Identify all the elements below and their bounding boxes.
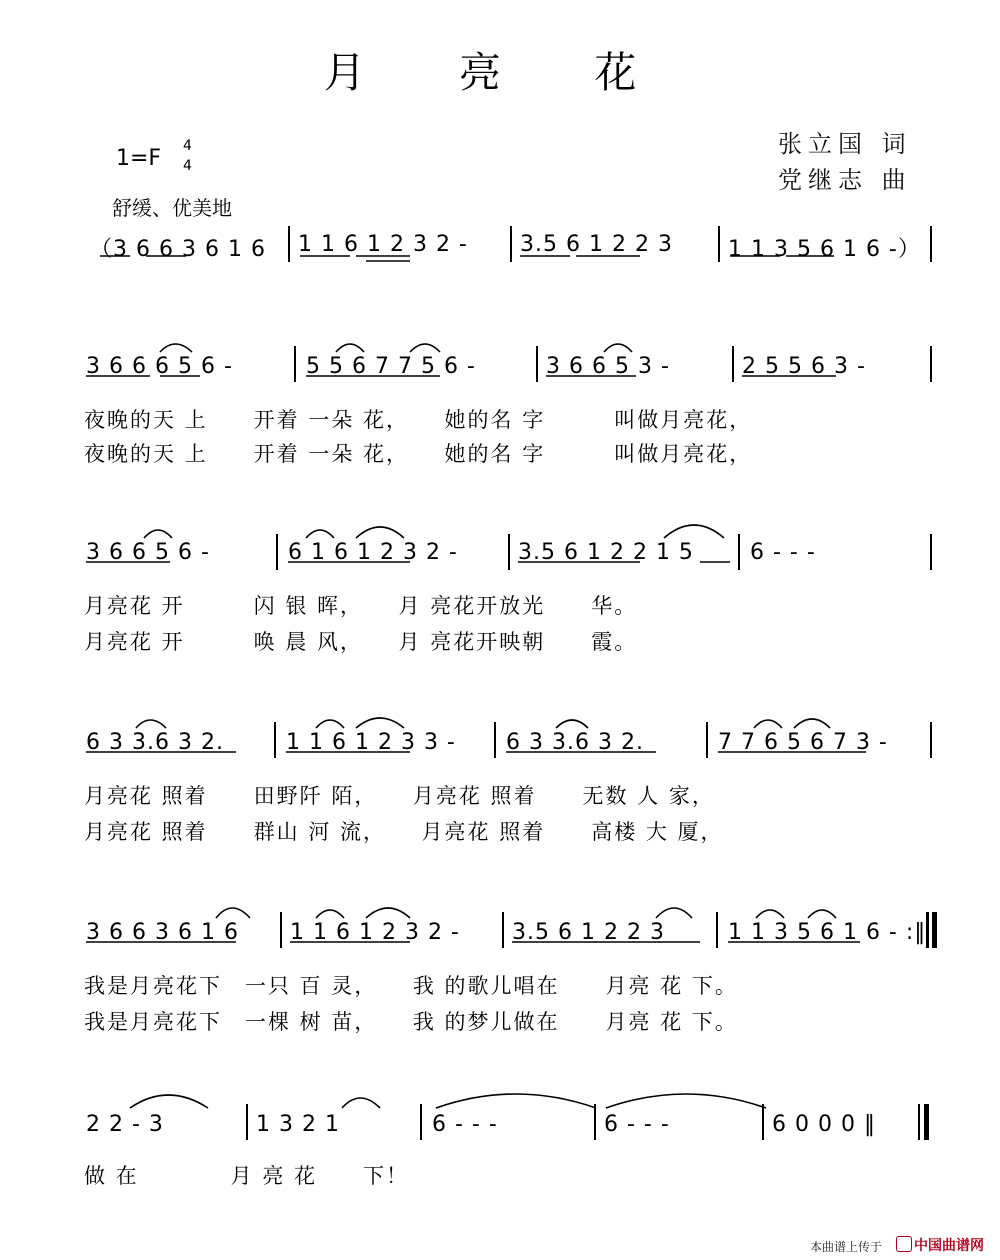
- slur-mark: [808, 910, 836, 918]
- measure: 1 1 6 1 2 3 2 -: [298, 232, 468, 257]
- site-name[interactable]: 中国曲谱网: [914, 1238, 984, 1254]
- site-logo-icon: [896, 1236, 912, 1252]
- measure: 6 0 0 0 ‖: [772, 1112, 876, 1137]
- measure: 2 2 - 3: [86, 1112, 164, 1137]
- measure: 1 1 3 5 6 1 6 -）: [728, 237, 921, 262]
- measure: 3 6 6 6 5 6 -: [86, 354, 233, 379]
- lyric-verse-1: 我是月亮花下 一只 百 灵， 我 的歌儿唱在 月亮 花 下。: [84, 974, 738, 998]
- slur-mark: [756, 910, 784, 918]
- measure: （3 6 6 3 6 1 6: [90, 237, 266, 262]
- lyric-line: 做 在 月 亮 花 下！: [84, 1164, 410, 1188]
- slur-mark: [316, 720, 344, 728]
- lyric-verse-2: 月亮花 开 唤 晨 风， 月 亮花开映朝 霞。: [84, 630, 638, 654]
- lyric-verse-1: 夜晚的天 上 开着 一朵 花， 她的名 字 叫做月亮花，: [84, 408, 753, 432]
- repeat-barline: [932, 912, 937, 948]
- measure: 2 5 5 6 3 -: [742, 354, 866, 379]
- slur-mark: [356, 718, 404, 728]
- measure: 3.5 6 1 2 2 1 5: [518, 540, 694, 565]
- final-barline: [924, 1104, 929, 1140]
- slur-mark: [604, 344, 632, 352]
- footer-text: 本曲谱上传于: [810, 1240, 883, 1254]
- slur-mark: [664, 525, 724, 538]
- slur-mark: [336, 344, 364, 352]
- final-barline: [918, 1104, 920, 1140]
- lyric-verse-1: 月亮花 照着 田野阡 陌， 月亮花 照着 无数 人 家，: [84, 784, 715, 808]
- composer-credit: 党继志 曲: [778, 166, 912, 194]
- measure: 6 1 6 1 2 3 2 -: [288, 540, 458, 565]
- measure: 1 1 3 5 6 1 6 - :‖: [728, 920, 927, 945]
- lyric-verse-2: 月亮花 照着 群山 河 流， 月亮花 照着 高楼 大 厦，: [84, 820, 724, 844]
- slur-mark: [366, 908, 410, 918]
- measure: 1 1 6 1 2 3 2 -: [290, 920, 460, 945]
- measure: 1 1 6 1 2 3 3 -: [286, 730, 456, 755]
- slur-mark: [136, 720, 166, 728]
- slur-mark: [410, 344, 440, 352]
- measure: 3.5 6 1 2 2 3: [512, 920, 665, 945]
- measure: 3 6 6 5 6 -: [86, 540, 210, 565]
- slur-mark: [436, 1094, 596, 1108]
- measure: 7 7 6 5 6 7 3 -: [718, 730, 888, 755]
- measure: 3 6 6 5 3 -: [546, 354, 670, 379]
- repeat-barline: [926, 912, 929, 948]
- slur-mark: [316, 910, 344, 918]
- slur-mark: [130, 1095, 208, 1108]
- measure: 6 3 3.6 3 2.: [86, 730, 224, 755]
- slur-mark: [794, 719, 830, 728]
- time-signature-top: 4: [183, 138, 192, 154]
- lyricist-credit: 张立国 词: [778, 130, 912, 158]
- measure: 6 - - -: [750, 540, 816, 565]
- measure: 6 3 3.6 3 2.: [506, 730, 644, 755]
- slur-mark: [656, 908, 692, 918]
- lyric-verse-2: 我是月亮花下 一棵 树 苗， 我 的梦儿做在 月亮 花 下。: [84, 1010, 738, 1034]
- slur-mark: [144, 530, 172, 538]
- slur-mark: [216, 908, 250, 918]
- tempo-marking: 舒缓、优美地: [112, 196, 232, 220]
- measure: 6 - - -: [432, 1112, 498, 1137]
- lyric-verse-1: 月亮花 开 闪 银 晖， 月 亮花开放光 华。: [84, 594, 638, 618]
- page-title: 月 亮 花: [323, 48, 677, 97]
- slur-mark: [754, 720, 782, 728]
- key-signature: 1=F: [116, 146, 162, 171]
- slur-mark: [342, 1098, 380, 1108]
- measure: 3 6 6 3 6 1 6: [86, 920, 239, 945]
- measure: 3.5 6 1 2 2 3: [520, 232, 673, 257]
- lyric-verse-2: 夜晚的天 上 开着 一朵 花， 她的名 字 叫做月亮花，: [84, 442, 753, 466]
- slur-mark: [606, 1094, 766, 1108]
- slur-mark: [306, 530, 334, 538]
- slur-mark: [356, 527, 404, 538]
- slur-mark: [160, 344, 192, 352]
- slur-mark: [556, 720, 588, 728]
- measure: 6 - - -: [604, 1112, 670, 1137]
- time-signature-bottom: 4: [183, 158, 192, 174]
- measure: 1 3 2 1: [256, 1112, 340, 1137]
- measure: 5 5 6 7 7 5 6 -: [306, 354, 476, 379]
